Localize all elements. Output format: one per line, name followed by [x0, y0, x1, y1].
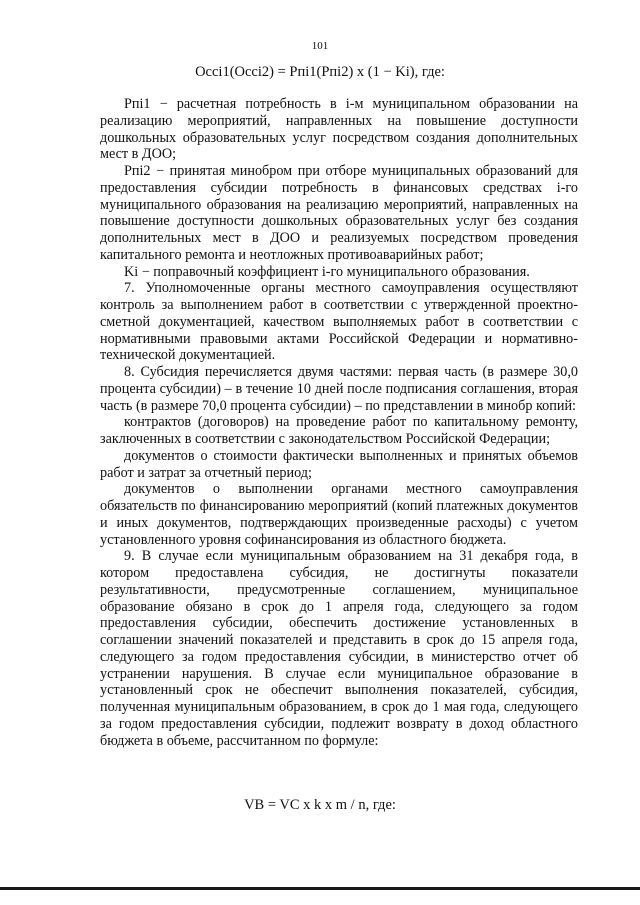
paragraph-contracts: контрактов (договоров) на проведение работ по капитальному ремонту, заключенных в соответствии с законодательством Российской Федерации;: [100, 414, 578, 447]
paragraph-rpi2: Pпi2 − принятая минобром при отборе муниципальных образований для предоставления субсидии потребность в финансовых средствах i-го муниципального образования на реализацию мероприятий, направленных на повышение доступности дошкольных образовательных услуг без создания дополнительных мест в ДОО и реализуемых посредством проведения капитального ремонта и неотложных противоаварийных работ;: [100, 163, 578, 263]
paragraph-ki: Ki − поправочный коэффициент i-го муниципального образования.: [124, 263, 530, 280]
paragraph-obligation-documents: документов о выполнении органами местного самоуправления обязательств по финансированию мероприятий (копий платежных документов и иных документов, подтверждающих произведенные расходы) с учетом установленного уровня софинансирования из областного бюджета.: [100, 481, 578, 548]
paragraph-cost-documents: документов о стоимости фактически выполненных и принятых объемов работ и затрат за отчетный период;: [100, 447, 578, 481]
paragraph-rpi1: Pпi1 − расчетная потребность в i-м муниципальном образовании на реализацию мероприятий, направленных на повышение доступности дошкольных образовательных услуг посредством создания дополнительных мест в ДОО;: [100, 96, 578, 163]
paragraph-item-9: 9. В случае если муниципальным образованием на 31 декабря года, в котором предоставлена субсидия, не достигнуты показатели результативности, предусмотренные соглашением, муниципальное образование обязано в срок до 1 апреля года, следующего за годом предоставления субсидии, обеспечить достижение установленных в соглашении значений показателей и представить в срок до 15 апреля года, следующего за годом предоставления субсидии, в министерство отчет об устранении нарушения. В случае если муниципальное образование в установленный срок не обеспечит выполнения показателей, субсидия, полученная муниципальным образованием, в срок до 1 мая года, следующего за годом предоставления субсидии, подлежит возврату в доход областного бюджета в объеме, рассчитанном по формуле:: [100, 548, 578, 749]
bottom-rule: [0, 887, 640, 890]
paragraph-item-7: 7. Уполномоченные органы местного самоуправления осуществляют контроль за выполнением работ в соответствии с утвержденной проектно-сметной документацией, качеством выполняемых работ в соответствии с нормативными правовыми актами Российской Федерации и нормативно-технической документацией.: [100, 280, 578, 364]
formula-refund: VB = VC x k x m / n, где:: [244, 797, 396, 813]
formula-header: Occi1(Occi2) = Pпi1(Pпi2) x (1 − Ki), где:: [195, 64, 445, 80]
page-number: 101: [311, 40, 329, 52]
paragraph-item-8: 8. Субсидия перечисляется двумя частями: первая часть (в размере 30,0 процента субсидии) – в течение 10 дней после подписания соглашения, вторая часть (в размере 70,0 процента субсидии) – по представлении в минобр копий:: [100, 364, 578, 414]
document-body: [100, 96, 578, 749]
